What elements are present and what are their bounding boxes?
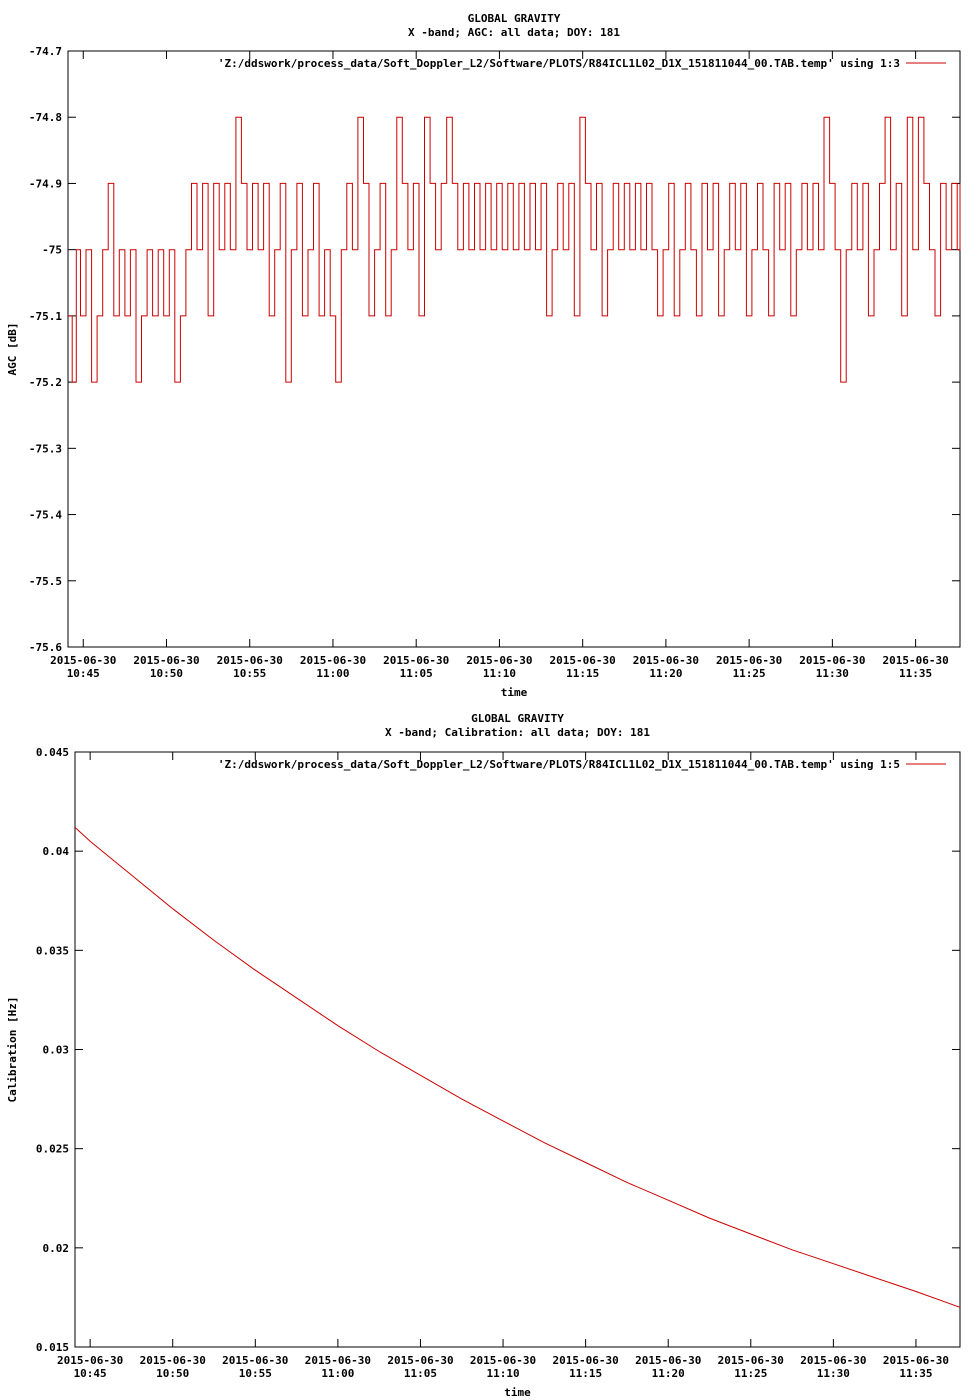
chart1-title: GLOBAL GRAVITY [467,12,561,25]
chart2-y-tick-label: 0.035 [35,944,69,958]
chart2-x-tick-date: 2015-06-30 [139,1354,206,1367]
chart1-x-tick-time: 11:35 [899,667,933,680]
chart1-x-tick-date: 2015-06-30 [882,654,949,667]
chart1-y-tick-label: -75.2 [28,376,62,390]
chart1-y-tick-label: -74.7 [28,45,62,58]
chart2-x-tick-time: 11:05 [403,1367,438,1380]
chart1-x-tick-date: 2015-06-30 [216,654,283,667]
chart1-y-tick-label: -75.4 [28,508,62,522]
chart2-x-tick-date: 2015-06-30 [57,1354,124,1367]
chart2-y-axis-label: Calibration [Hz] [6,996,19,1103]
chart2-y-tick-label: 0.015 [35,1341,69,1354]
chart1-subtitle: X -band; AGC: all data; DOY: 181 [408,26,620,39]
chart2-x-tick-date: 2015-06-30 [552,1354,619,1367]
chart1-y-tick-label: -74.8 [28,111,62,125]
chart1-x-tick-date: 2015-06-30 [716,654,783,667]
chart1-x-tick-date: 2015-06-30 [383,654,450,667]
chart1-x-tick-time: 11:25 [732,667,766,680]
chart2-x-tick-time: 11:20 [651,1367,685,1380]
chart1-x-tick-date: 2015-06-30 [50,654,117,667]
chart1-x-tick-time: 11:20 [649,667,683,680]
chart1-x-tick-time: 11:10 [482,667,516,680]
chart1-x-tick-date: 2015-06-30 [133,654,200,667]
chart2-y-tick-label: 0.03 [42,1043,69,1057]
chart2-title: GLOBAL GRAVITY [471,712,564,725]
chart1-x-axis-label: time [500,686,528,699]
chart1-x-tick-time: 11:30 [815,667,849,680]
chart1-x-tick-date: 2015-06-30 [466,654,533,667]
chart2-x-tick-time: 11:25 [734,1367,768,1380]
chart1-y-axis-label: AGC [dB] [6,322,19,376]
chart2-x-tick-date: 2015-06-30 [304,1354,372,1367]
chart2-x-tick-time: 10:50 [156,1367,190,1380]
chart1-x-tick-time: 10:45 [66,667,100,680]
chart2-y-tick-label: 0.025 [35,1142,69,1156]
chart1-y-tick-label: -75.6 [28,641,62,654]
chart2-legend-label: 'Z:/ddswork/process_data/Soft_Doppler_L2/Software/PLOTS/R84ICL1L02_D1X_151811044_00.TAB.temp' using 1:5 [217,758,900,771]
chart2-y-tick-label: 0.02 [42,1241,69,1255]
chart1-x-tick-date: 2015-06-30 [799,654,866,667]
chart1-x-tick-time: 10:50 [149,667,184,680]
chart2-x-axis-label: time [504,1386,531,1399]
chart1-y-tick-label: -75.5 [28,574,62,588]
chart1-y-tick-label: -75 [42,243,62,257]
chart1-y-tick-label: -74.9 [28,177,62,191]
chart2-x-tick-time: 10:45 [73,1367,107,1380]
chart2-x-tick-time: 11:15 [569,1367,603,1380]
chart2-x-tick-date: 2015-06-30 [800,1354,867,1367]
chart1-x-tick-time: 11:00 [316,667,350,680]
chart2-plot-frame [75,752,960,1347]
chart2-y-tick-label: 0.045 [35,746,69,759]
chart2-x-tick-time: 11:30 [816,1367,850,1380]
chart2-y-tick-label: 0.04 [42,845,69,859]
chart1-y-tick-label: -75.1 [28,309,62,323]
chart2-x-tick-date: 2015-06-30 [717,1354,784,1367]
chart2-x-tick-date: 2015-06-30 [635,1354,702,1367]
chart1-y-tick-label: -75.3 [28,442,62,456]
chart1-x-tick-date: 2015-06-30 [632,654,700,667]
chart1-x-tick-time: 11:05 [399,667,433,680]
chart2-x-tick-date: 2015-06-30 [222,1354,289,1367]
chart2-x-tick-time: 11:00 [321,1367,355,1380]
chart1-x-tick-date: 2015-06-30 [299,654,367,667]
chart1-x-tick-time: 11:15 [566,667,600,680]
chart2-x-tick-date: 2015-06-30 [387,1354,454,1367]
chart2-series-line [75,827,960,1307]
chart1-series-line [68,117,960,382]
chart2-x-tick-date: 2015-06-30 [469,1354,537,1367]
chart2-subtitle: X -band; Calibration: all data; DOY: 181 [385,726,650,739]
chart2-x-tick-time: 10:55 [238,1367,272,1380]
chart2-x-tick-date: 2015-06-30 [882,1354,950,1367]
chart1-legend-label: 'Z:/ddswork/process_data/Soft_Doppler_L2/Software/PLOTS/R84ICL1L02_D1X_151811044_00.TAB.temp' using 1:3 [217,57,900,70]
chart1-x-tick-time: 10:55 [233,667,267,680]
chart2-x-tick-time: 11:10 [486,1367,520,1380]
chart2-x-tick-time: 11:35 [899,1367,933,1380]
chart1-plot-frame [68,51,960,647]
chart1-x-tick-date: 2015-06-30 [549,654,616,667]
